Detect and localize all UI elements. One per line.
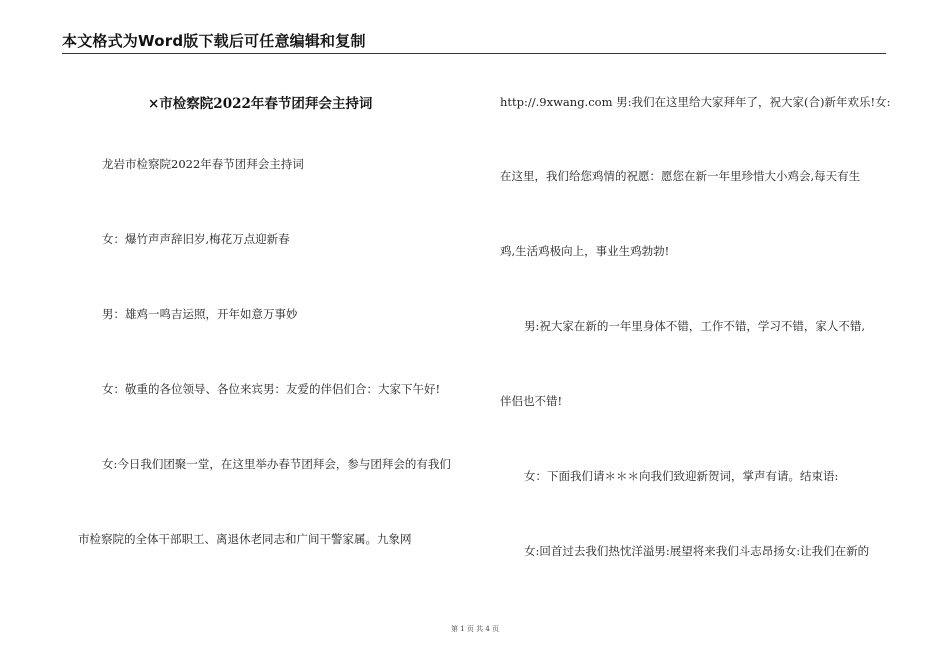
paragraph-line: 女：下面我们请＊＊＊向我们致迎新贺词，掌声有请。结束语:	[524, 469, 839, 483]
paragraph-line: 在这里，我们给您鸡情的祝愿：愿您在新一年里珍惜大小鸡会,每天有生	[500, 169, 861, 183]
paragraph-line: 鸡,生活鸡极向上，事业生鸡勃勃!	[500, 244, 670, 258]
document-title: ×市检察院2022年春节团拜会主持词	[148, 96, 373, 112]
page-footer: 第 1 页 共 4 页	[450, 625, 500, 633]
paragraph-line: 龙岩市检察院2022年春节团拜会主持词	[102, 157, 304, 171]
paragraph-line: 伴侣也不错!	[500, 394, 563, 408]
paragraph-line: 女：敬重的各位领导、各位来宾男：友爱的伴侣们合：大家下午好!	[102, 382, 441, 396]
header-divider	[62, 53, 886, 54]
paragraph-line: 女:回首过去我们热忱洋溢男:展望将来我们斗志昂扬女:让我们在新的	[524, 544, 870, 558]
paragraph-line: 女：爆竹声声辞旧岁,梅花万点迎新春	[102, 232, 290, 246]
document-header: 本文格式为Word版下载后可任意编辑和复制	[62, 32, 366, 50]
paragraph-line: 市检察院的全体干部职工、离退休老同志和广间干警家属。九象网	[78, 532, 412, 546]
paragraph-line: http://.9xwang.com 男:我们在这里给大家拜年了，祝大家(合)新年欢乐!女:	[500, 95, 891, 109]
paragraph-line: 男:祝大家在新的一年里身体不错，工作不错，学习不错，家人不错,	[524, 319, 866, 333]
paragraph-line: 女:今日我们团聚一堂，在这里举办春节团拜会，参与团拜会的有我们	[102, 457, 451, 471]
paragraph-line: 男：雄鸡一鸣吉运照，开年如意万事妙	[102, 307, 298, 321]
